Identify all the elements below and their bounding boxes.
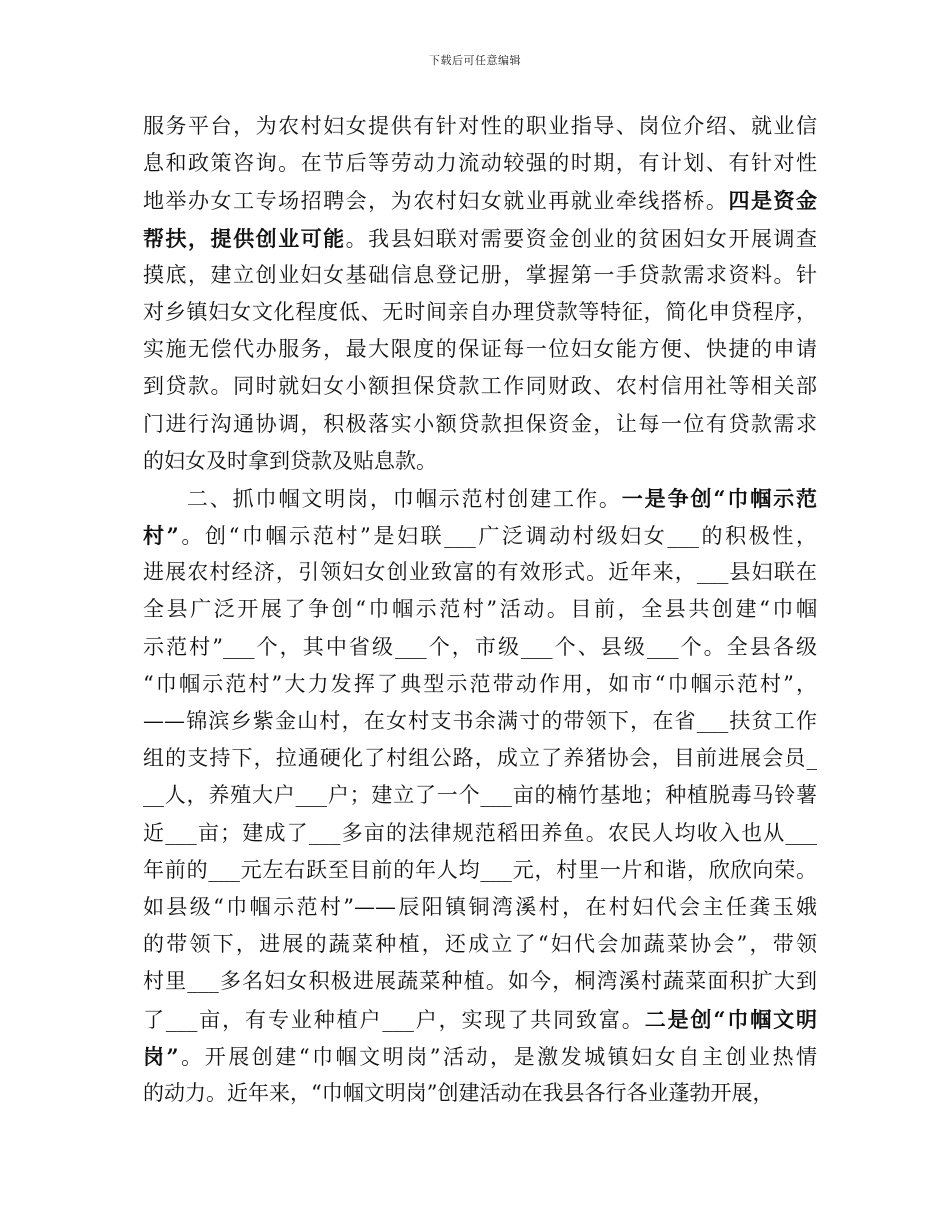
text-segment: 。我县妇联对需要资金创业的贫困妇女开展调查 <box>345 226 817 251</box>
text-line <box>143 591 817 628</box>
text-line <box>143 963 817 1000</box>
text-segment: 如县级“巾帼示范村”——辰阳镇铜湾溪村，在村妇代会主任龚玉娥 <box>143 894 817 919</box>
bold-text-segment: 二是创“巾帼文明 <box>644 1006 817 1032</box>
text-segment: 服务平台，为农村妇女提供有针对性的职业指导、岗位介绍、就业信 <box>143 114 817 138</box>
text-line <box>143 777 817 814</box>
text-segment: 实施无偿代办服务，最大限度的保证每一位妇女能方便、快捷的申请 <box>143 337 817 362</box>
text-line <box>143 1038 817 1075</box>
text-segment: 门进行沟通协调，积极落实小额贷款担保资金，让每一位有贷款需求 <box>143 411 817 436</box>
bold-text-segment: 岗” <box>143 1043 179 1069</box>
text-line <box>143 145 817 182</box>
text-line <box>143 220 817 257</box>
text-segment: 的动力。近年来，“巾帼文明岗”创建活动在我县各行各业蓬勃开展， <box>143 1080 774 1105</box>
text-line <box>143 926 817 963</box>
bold-text-segment: 村” <box>143 523 179 549</box>
text-segment: 。开展创建“巾帼文明岗”活动，是激发城镇妇女自主创业热情 <box>178 1044 817 1069</box>
text-line <box>143 294 817 331</box>
text-line <box>143 368 817 405</box>
text-line <box>143 108 817 145</box>
text-segment: 了___亩，有专业种植户___户，实现了共同致富。 <box>143 1007 645 1032</box>
text-segment: ——锦滨乡紫金山村，在女村支书余满寸的带领下，在省___扶贫工作 <box>143 709 817 733</box>
bold-text-segment: 四是资金 <box>728 188 818 214</box>
text-line <box>143 666 817 703</box>
bold-text-segment: 帮扶，提供创业可能 <box>143 225 346 251</box>
text-segment: 二、抓巾帼文明岗，巾帼示范村创建工作。 <box>185 486 622 511</box>
text-line <box>143 257 817 294</box>
text-segment: 的妇女及时拿到贷款及贴息款。 <box>143 448 437 473</box>
text-segment: 示范村”___个，其中省级___个，市级___个、县级___个。全县各级 <box>143 634 817 659</box>
text-segment: 组的支持下，拉通硬化了村组公路，成立了养猪协会，目前进展会员_ <box>143 746 817 771</box>
text-line <box>143 517 817 554</box>
text-segment: 地举办女工专场招聘会，为农村妇女就业再就业牵线搭桥。 <box>143 189 729 214</box>
text-line <box>143 443 817 480</box>
text-segment: 息和政策咨询。在节后等劳动力流动较强的时期，有计划、有针对性 <box>143 151 817 176</box>
text-segment: 。创“巾帼示范村”是妇联___广泛调动村级妇女___的积极性， <box>178 524 817 549</box>
text-line <box>143 1001 817 1038</box>
text-line <box>143 1075 817 1112</box>
text-line <box>143 852 817 889</box>
text-line <box>143 889 817 926</box>
text-segment: 年前的___元左右跃至目前的年人均___元，村里一片和谐，欣欣向荣。 <box>143 857 817 882</box>
text-segment: 村里___多名妇女积极进展蔬菜种植。如今，桐湾溪村蔬菜面积扩大到 <box>143 969 817 994</box>
text-segment: 的带领下，进展的蔬菜种植，还成立了“妇代会加蔬菜协会”，带领 <box>143 932 817 957</box>
text-segment: 对乡镇妇女文化程度低、无时间亲自办理贷款等特征，简化申贷程序， <box>143 299 817 324</box>
text-segment: 摸底，建立创业妇女基础信息登记册，掌握第一手贷款需求资料。针 <box>143 262 817 287</box>
bold-text-segment: 一是争创“巾帼示范 <box>621 485 817 511</box>
text-line <box>143 815 817 852</box>
text-line <box>143 331 817 368</box>
text-line <box>143 182 817 219</box>
text-line <box>143 703 817 740</box>
text-segment: 进展农村经济，引领妇女创业致富的有效形式。近年来，___县妇联在 <box>143 560 817 585</box>
text-line <box>143 629 817 666</box>
text-line <box>143 480 817 517</box>
document-body <box>143 108 817 1112</box>
text-segment: __人，养殖大户___户；建立了一个___亩的楠竹基地；种植脱毒马铃薯 <box>143 783 817 808</box>
text-segment: 全县广泛开展了争创“巾帼示范村”活动。目前，全县共创建“巾帼 <box>143 597 817 622</box>
text-segment: 到贷款。同时就妇女小额担保贷款工作同财政、农村信用社等相关部 <box>143 374 817 399</box>
page-header-note: 下载后可任意编辑 <box>429 54 521 67</box>
text-segment: 近___亩；建成了___多亩的法律规范稻田养鱼。农民人均收入也从___ <box>143 820 817 845</box>
text-line <box>143 554 817 591</box>
text-line <box>143 406 817 443</box>
text-segment: “巾帼示范村”大力发挥了典型示范带动作用，如市“巾帼示范村”， <box>143 671 817 696</box>
text-line <box>143 740 817 777</box>
